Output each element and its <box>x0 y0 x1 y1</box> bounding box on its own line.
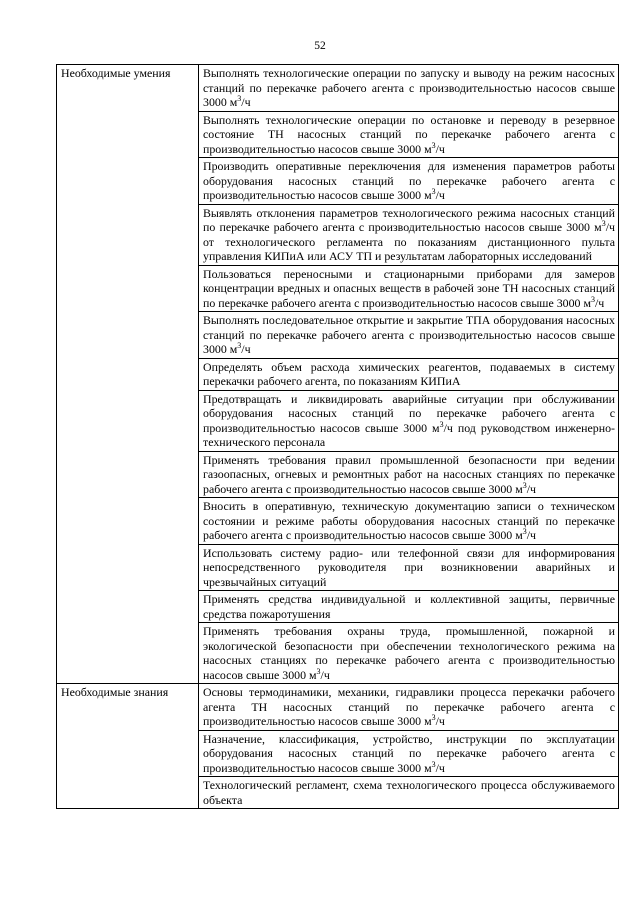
requirement-text: Выполнять последовательное открытие и закрытие ТПА оборудования насосных станций по перекачке рабочего агента с производительностью насосов свыше 3000 $м^3/ч$ <box>199 312 619 359</box>
competency-table <box>56 64 619 809</box>
table-row <box>57 65 619 112</box>
table-row <box>57 684 619 731</box>
requirement-text: Применять требования охраны труда, промышленной, пожарной и экологической безопасности при обеспечении технологического режима на насосных станциях по перекачке рабочего агента с производительностью насосов свыше 3000 $м^3/ч$ <box>199 623 619 684</box>
requirement-text: Выполнять технологические операции по запуску и выводу на режим насосных станций по перекачке рабочего агента с производительностью насосов свыше 3000 $м^3/ч$ <box>199 65 619 112</box>
requirement-text: Определять объем расхода химических реагентов, подаваемых в систему перекачки рабочего агента, по показаниям КИПиА <box>199 358 619 390</box>
requirement-text: Вносить в оперативную, техническую документацию записи о техническом состоянии и режиме работы оборудования насосных станций по перекачке рабочего агента с производительностью насосов свыше 3000 $м^3/ч$ <box>199 498 619 545</box>
requirement-text: Назначение, классификация, устройство, инструкции по эксплуатации оборудования насосных станций по перекачке рабочего агента с производительностью насосов свыше 3000 $м^3/ч$ <box>199 730 619 777</box>
requirement-text: Применять средства индивидуальной и коллективной защиты, первичные средства пожаротушения <box>199 591 619 623</box>
page-number: 52 <box>314 40 326 52</box>
requirement-text: Предотвращать и ликвидировать аварийные ситуации при обслуживании оборудования насосных станций по перекачке рабочего агента с производительностью насосов свыше 3000 $м^3/ч$ под руководством инженерно-технического персонала <box>199 390 619 451</box>
requirement-text: Производить оперативные переключения для изменения параметров работы оборудования насосных станций по перекачке рабочего агента с производительностью насосов свыше 3000 $м^3/ч$ <box>199 158 619 205</box>
requirement-text: Применять требования правил промышленной безопасности при ведении газоопасных, огневых и ремонтных работ на насосных станциях по перекачке рабочего агента с производительностью насосов свыше 3000 $м^3/ч$ <box>199 451 619 498</box>
requirement-text: Выполнять технологические операции по остановке и переводу в резервное состояние ТН насосных станций по перекачке рабочего агента с производительностью насосов свыше 3000 $м^3/ч$ <box>199 111 619 158</box>
requirement-text: Технологический регламент, схема технологического процесса обслуживаемого объекта <box>199 777 619 809</box>
requirement-text: Выявлять отклонения параметров технологического режима насосных станций по перекачке рабочего агента с производительностью насосов свыше 3000 $м^3/ч$ от технологического регламента по показаниям дистанционного пульта управления КИПиА или АСУ ТП и результатам лабораторных исследований <box>199 204 619 265</box>
requirement-text: Пользоваться переносными и стационарными приборами для замеров концентрации вредных и опасных веществ в рабочей зоне ТН насосных станций по перекачке рабочего агента с производительностью насосов свыше 3000 $м^3/ч$ <box>199 265 619 312</box>
section-label: Необходимые знания <box>57 684 199 809</box>
section-label: Необходимые умения <box>57 65 199 684</box>
requirement-text: Использовать систему радио- или телефонной связи для информирования непосредственного руководителя при возникновении аварийных и чрезвычайных ситуаций <box>199 544 619 591</box>
requirement-text: Основы термодинамики, механики, гидравлики процесса перекачки рабочего агента ТН насосных станций по перекачке рабочего агента с производительностью насосов свыше 3000 $м^3/ч$ <box>199 684 619 731</box>
